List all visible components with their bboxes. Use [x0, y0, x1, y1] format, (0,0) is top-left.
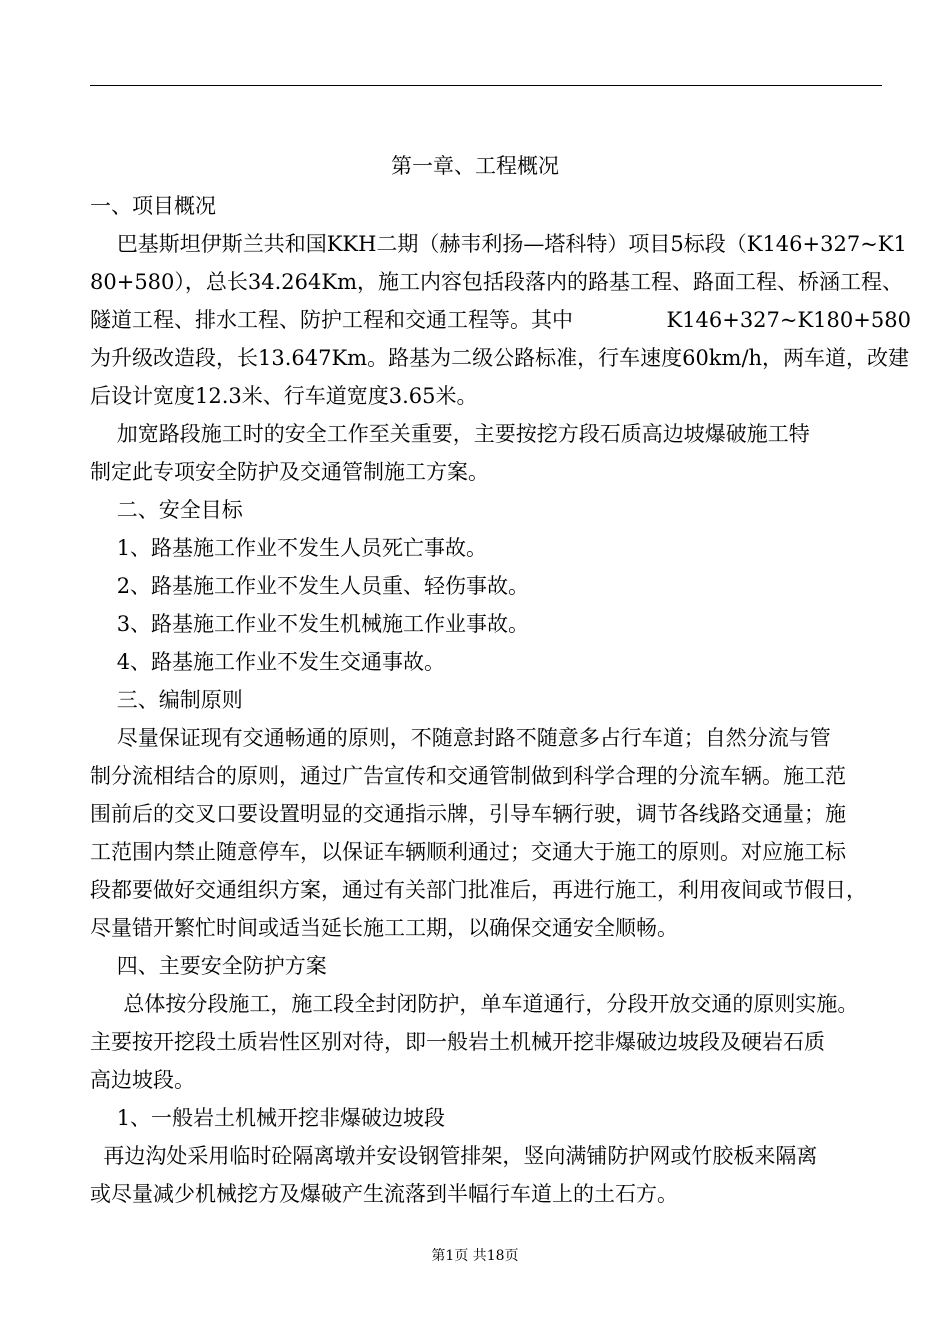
- text-line: 围前后的交叉口要设置明显的交通指示牌，引导车辆行驶，调节各线路交通量；施: [90, 802, 846, 826]
- text-line: 尽量保证现有交通畅通的原则，不随意封路不随意多占行车道；自然分流与管: [90, 726, 831, 750]
- text-line: 后设计宽度12.3米、行车道宽度3.65米。: [90, 384, 478, 408]
- text-line: 3、路基施工作业不发生机械施工作业事故。: [90, 612, 530, 636]
- header-rule: [90, 85, 882, 86]
- chapter-title: 第一章、工程概况: [391, 154, 559, 178]
- text-line: 一、项目概况: [90, 194, 216, 218]
- text-line: 主要按开挖段土质岩性区别对待，即一般岩土机械开挖非爆破边坡段及硬岩石质: [90, 1030, 825, 1054]
- text-line: 总体按分段施工，施工段全封闭防护，单车道通行，分段开放交通的原则实施。: [90, 992, 859, 1016]
- text-line: 工范围内禁止随意停车，以保证车辆顺利通过；交通大于施工的原则。对应施工标: [90, 840, 846, 864]
- text-line: 为升级改造段，长13.647Km。路基为二级公路标准，行车速度60km/h，两车道，改建: [90, 346, 910, 370]
- text-line: 80+580），总长34.264Km，施工内容包括段落内的路基工程、路面工程、桥涵工程、: [90, 270, 903, 294]
- text-line: 段都要做好交通组织方案，通过有关部门批准后，再进行施工，利用夜间或节假日，: [90, 878, 867, 902]
- text-line: 1、路基施工作业不发生人员死亡事故。: [90, 536, 488, 560]
- text-line: 2、路基施工作业不发生人员重、轻伤事故。: [90, 574, 530, 598]
- text-line: 尽量错开繁忙时间或适当延长施工工期，以确保交通安全顺畅。: [90, 916, 678, 940]
- text-line: 加宽路段施工时的安全工作至关重要，主要按挖方段石质高边坡爆破施工特: [90, 422, 810, 446]
- text-line: 三、编制原则: [90, 688, 243, 712]
- text-line: 二、安全目标: [90, 498, 243, 522]
- text-line: 制分流相结合的原则，通过广告宣传和交通管制做到科学合理的分流车辆。施工范: [90, 764, 846, 788]
- page-footer: 第1页 共18页: [431, 1248, 519, 1264]
- text-line: 制定此专项安全防护及交通管制施工方案。: [90, 460, 489, 484]
- text-line: 再边沟处采用临时砼隔离墩并安设钢管排架，竖向满铺防护网或竹胶板来隔离: [90, 1144, 818, 1168]
- text-line: 隧道工程、排水工程、防护工程和交通工程等。其中 K146+327~K180+580: [90, 308, 911, 332]
- text-line: 或尽量减少机械挖方及爆破产生流落到半幅行车道上的土石方。: [90, 1182, 678, 1206]
- text-line: 4、路基施工作业不发生交通事故。: [90, 650, 446, 674]
- text-line: 巴基斯坦伊斯兰共和国KKH二期（赫韦利扬—塔科特）项目5标段（K146+327~K1: [90, 232, 907, 256]
- text-line: 高边坡段。: [90, 1068, 195, 1092]
- text-line: 1、一般岩土机械开挖非爆破边坡段: [90, 1106, 446, 1130]
- text-line: 四、主要安全防护方案: [90, 954, 327, 978]
